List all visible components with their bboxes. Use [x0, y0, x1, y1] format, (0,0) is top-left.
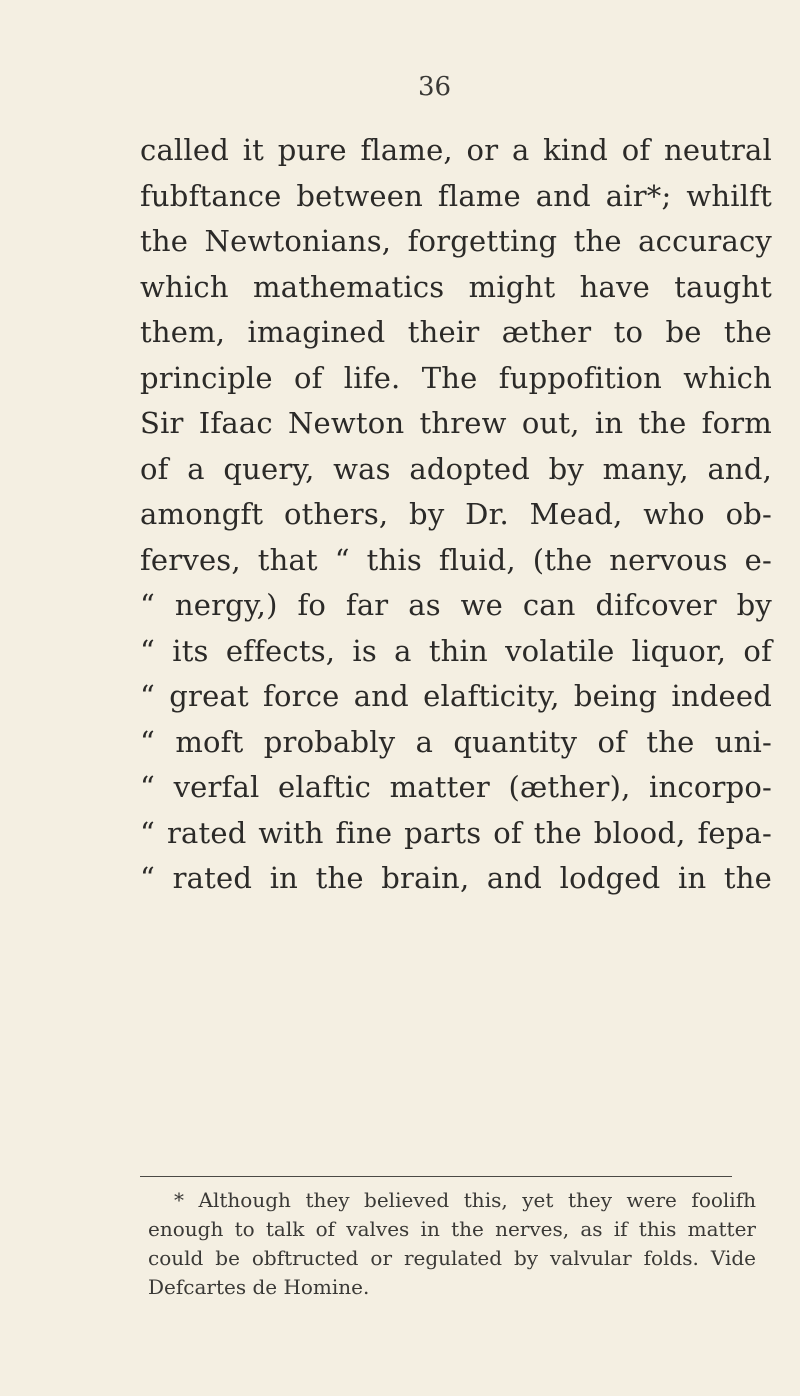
footnote-line: could be obftructed or regulated by valvular folds. Vide	[148, 1246, 756, 1270]
text-line: fubftance between flame and air*; whilft	[140, 178, 772, 213]
text-line: “ great force and elafticity, being indeed	[140, 679, 772, 713]
text-line: amongft others, by Dr. Mead, who ob-	[140, 497, 772, 531]
text-line: Sir Ifaac Newton threw out, in the form	[140, 406, 772, 440]
footnote	[148, 1186, 756, 1302]
page-number: 36	[418, 72, 452, 102]
text-line: of a query, was adopted by many, and,	[140, 451, 772, 486]
body-text	[140, 128, 772, 902]
text-line: “ nergy,) fo far as we can difcover by	[140, 588, 772, 622]
text-line: “ verfal elaftic matter (æther), incorpo-	[140, 770, 772, 804]
text-line: ferves, that “ this fluid, (the nervous e-	[140, 542, 772, 577]
text-line: principle of life. The fuppofition which	[140, 360, 772, 395]
footnote-divider	[140, 1176, 732, 1177]
text-line: “ moft probably a quantity of the uni-	[140, 724, 772, 759]
text-line: called it pure flame, or a kind of neutral	[140, 133, 772, 167]
text-line: “ rated with fine parts of the blood, fepa-	[140, 815, 772, 850]
text-line: them, imagined their æther to be the	[140, 315, 772, 349]
footnote-line: Defcartes de Homine.	[148, 1275, 370, 1299]
footnote-line: enough to talk of valves in the nerves, as if this matter	[148, 1217, 756, 1241]
text-line: the Newtonians, forgetting the accuracy	[140, 224, 772, 258]
text-line: “ its effects, is a thin volatile liquor, of	[140, 633, 772, 668]
text-line: “ rated in the brain, and lodged in the	[140, 861, 772, 895]
text-line: which mathematics might have taught	[140, 269, 772, 304]
footnote-line: * Although they believed this, yet they were foolifh	[174, 1188, 756, 1212]
